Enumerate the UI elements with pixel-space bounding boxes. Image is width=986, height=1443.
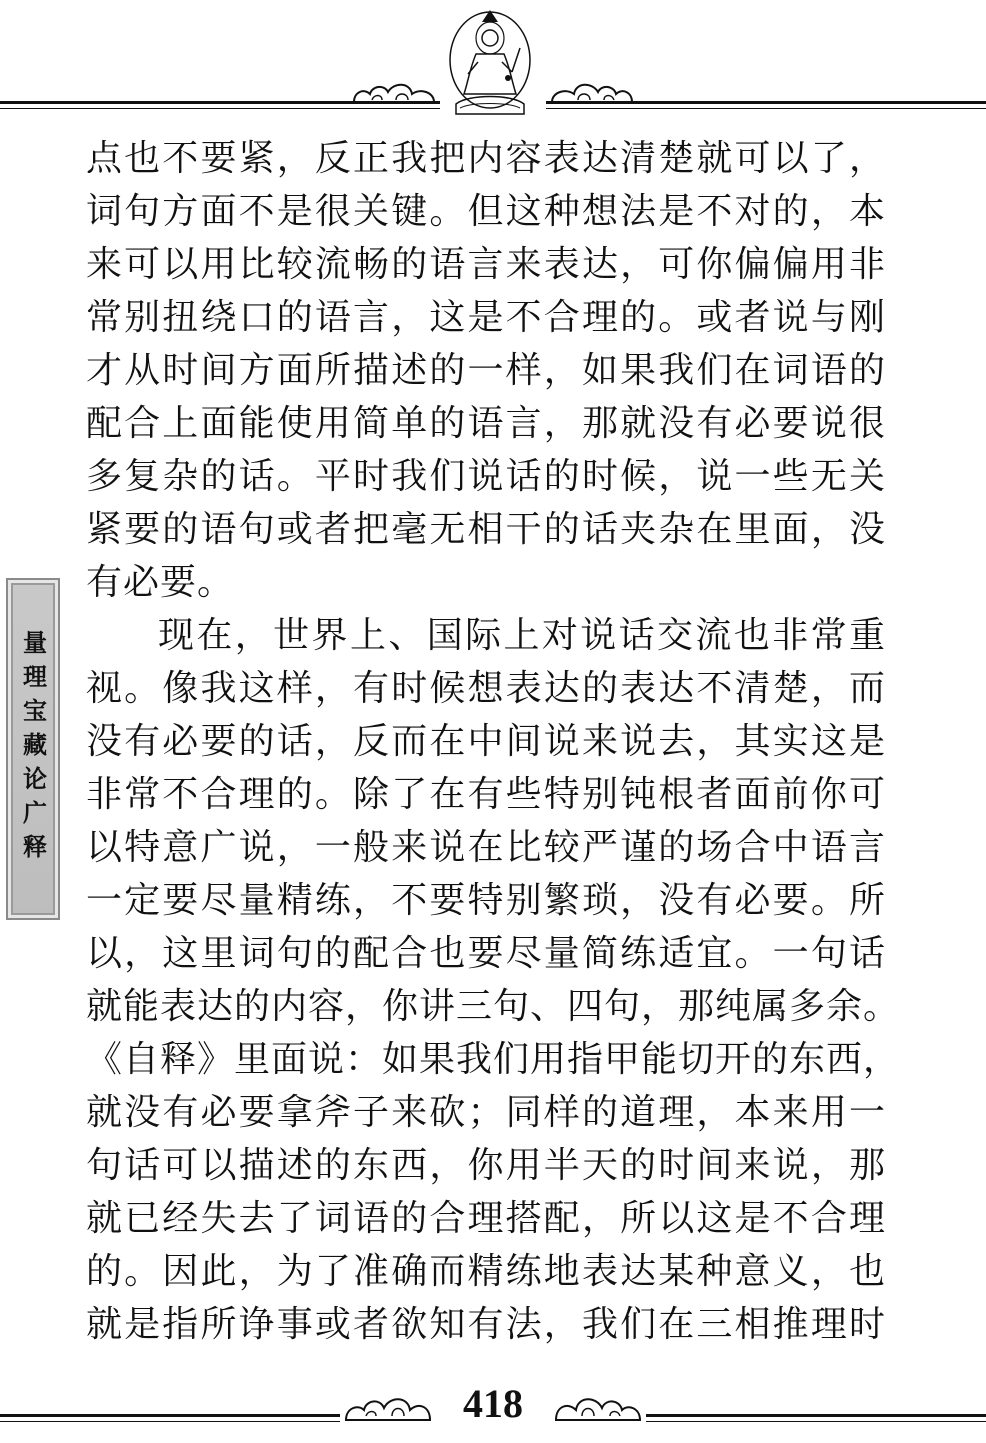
- footer-rule-left-thin: [0, 1421, 340, 1422]
- text-line: 来可以用比较流畅的语言来表达，可你偏偏用非: [86, 244, 886, 285]
- page-body: [86, 132, 901, 1351]
- cloud-left-icon: [350, 80, 438, 106]
- text-line: 就是指所诤事或者欲知有法，我们在三相推理时: [86, 1304, 886, 1345]
- page-footer: [0, 1378, 986, 1443]
- footer-rule-right-thin: [646, 1421, 986, 1422]
- book-title-label: 量理宝藏论广释: [18, 630, 48, 868]
- page-number: 418: [463, 1381, 523, 1426]
- text-line: 以特意广说，一般来说在比较严谨的场合中语言: [86, 827, 886, 868]
- text-line: 就能表达的内容，你讲三句、四句，那纯属多余。: [86, 986, 901, 1027]
- header-rule-left-thin: [0, 108, 440, 109]
- footer-rule-right: [646, 1414, 986, 1417]
- text-line: 就没有必要拿斧子来砍；同样的道理，本来用一: [86, 1092, 886, 1133]
- text-line: 紧要的语句或者把毫无相干的话夹杂在里面，没: [86, 509, 886, 550]
- text-line: 以，这里词句的配合也要尽量简练适宜。一句话: [86, 933, 886, 974]
- text-line: 才从时间方面所描述的一样，如果我们在词语的: [86, 350, 886, 391]
- text-line: 《自释》里面说：如果我们用指甲能切开的东西，: [86, 1039, 901, 1080]
- text-line: 词句方面不是很关键。但这种想法是不对的，本: [86, 191, 886, 232]
- text-line: 现在，世界上、国际上对说话交流也非常重: [158, 615, 886, 656]
- text-line: 就已经失去了词语的合理搭配，所以这是不合理: [86, 1198, 886, 1239]
- footer-cloud-left-icon: [342, 1390, 434, 1424]
- text-line: 句话可以描述的东西，你用半天的时间来说，那: [86, 1145, 886, 1186]
- text-line: 没有必要的话，反而在中间说来说去，其实这是: [86, 721, 886, 762]
- deity-figure-icon: [438, 8, 542, 118]
- text-line: 多复杂的话。平时我们说话的时候，说一些无关: [86, 456, 886, 497]
- text-line: 点也不要紧，反正我把内容表达清楚就可以了，: [86, 138, 886, 179]
- footer-cloud-right-icon: [552, 1390, 644, 1424]
- text-line: 一定要尽量精练，不要特别繁琐，没有必要。所: [86, 880, 886, 921]
- text-line: 配合上面能使用简单的语言，那就没有必要说很: [86, 403, 886, 444]
- text-line: 常别扭绕口的语言，这是不合理的。或者说与刚: [86, 297, 886, 338]
- page-header: [0, 0, 986, 120]
- footer-rule-left: [0, 1414, 340, 1417]
- cloud-right-icon: [548, 80, 636, 106]
- text-line: 的。因此，为了准确而精练地表达某种意义，也: [86, 1251, 886, 1292]
- text-line: 视。像我这样，有时候想表达的表达不清楚，而: [86, 668, 886, 709]
- book-title-side-tab: [6, 578, 60, 920]
- header-rule-right-thin: [546, 108, 986, 109]
- text-line: 有必要。: [86, 562, 235, 603]
- text-line: 非常不合理的。除了在有些特别钝根者面前你可: [86, 774, 886, 815]
